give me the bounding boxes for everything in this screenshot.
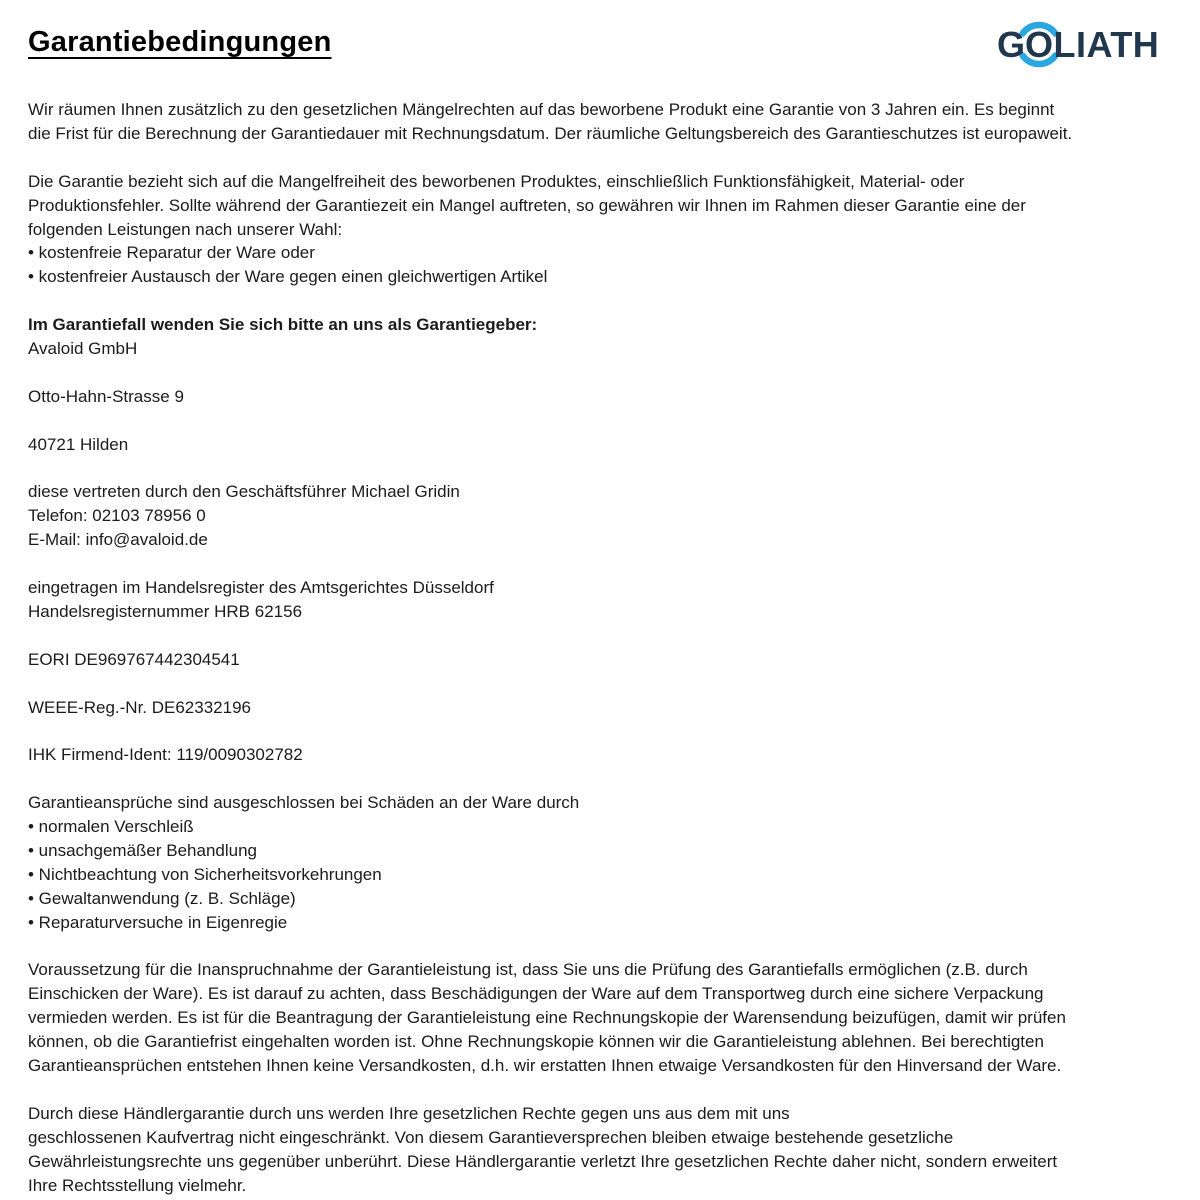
text-line: EORI DE969767442304541 xyxy=(28,649,240,669)
text-line: • kostenfreier Austausch der Ware gegen einen gleichwertigen Artikel xyxy=(28,267,548,287)
legal-rights-note xyxy=(28,1102,1176,1198)
logo-letter-g: G xyxy=(997,24,1026,65)
document-header xyxy=(0,0,1200,74)
text-line: Avaloid GmbH xyxy=(28,339,138,359)
text-line: Otto-Hahn-Strasse 9 xyxy=(28,386,184,406)
commercial-register xyxy=(28,576,1176,624)
text-line: Ihre Rechtsstellung vielmehr. xyxy=(28,1175,247,1195)
text-line: Garantieansprüchen entstehen Ihnen keine Versandkosten, d.h. wir erstatten Ihnen etwaige Versandkosten für den Hinversand der Ware. xyxy=(28,1056,1062,1076)
text-line: • Nichtbeachtung von Sicherheitsvorkehrungen xyxy=(28,864,382,884)
logo-letter-o: O xyxy=(1025,24,1054,65)
text-line: Voraussetzung für die Inanspruchnahme der Garantieleistung ist, dass Sie uns die Prüfung des Garantiefalls ermöglichen (z.B. durch xyxy=(28,960,1028,980)
text-line: Wir räumen Ihnen zusätzlich zu den gesetzlichen Mängelrechten auf das beworbene Produkt eine Garantie von 3 Jahren ein. Es beginnt xyxy=(28,100,1055,119)
text-line: • normalen Verschleiß xyxy=(28,817,194,837)
text-line: • Reparaturversuche in Eigenregie xyxy=(28,912,288,932)
warranty-scope-paragraph xyxy=(28,170,1176,290)
text-line: folgenden Leistungen nach unserer Wahl: xyxy=(28,219,343,239)
text-line: Einschicken der Ware). Es ist darauf zu achten, dass Beschädigungen der Ware auf dem Transportweg durch eine sichere Verpackung xyxy=(28,984,1044,1004)
text-line: können, ob die Garantiefrist eingehalten worden ist. Ohne Rechnungskopie können wir die Garantieleistung ablehnen. Bei berechtigten xyxy=(28,1032,1044,1052)
logo-letters-liath: LIATH xyxy=(1053,24,1160,65)
eori-number xyxy=(28,648,1176,672)
guarantor-section xyxy=(28,313,1176,361)
text-line: vermieden werden. Es ist für die Beantragung der Garantieleistung eine Rechnungskopie der Warensendung beizufügen, damit wir prüfen xyxy=(28,1008,1066,1028)
text-line: Gewährleistungsrechte uns gegenüber unberührt. Diese Händlergarantie verletzt Ihre gesetzlichen Rechte daher nicht, sondern erweitert xyxy=(28,1151,1058,1171)
ihk-ident xyxy=(28,743,1176,767)
text-line: Durch diese Händlergarantie durch uns werden Ihre gesetzlichen Rechte gegen uns aus dem mit uns xyxy=(28,1103,790,1123)
text-line: • kostenfreie Reparatur der Ware oder xyxy=(28,243,315,263)
text-line: Handelsregisternummer HRB 62156 xyxy=(28,601,303,621)
weee-number xyxy=(28,696,1176,720)
page-title: Garantiebedingungen xyxy=(28,26,332,58)
text-line: 40721 Hilden xyxy=(28,434,129,454)
text-line: • Gewaltanwendung (z. B. Schläge) xyxy=(28,888,296,908)
address-street xyxy=(28,385,1176,409)
text-line: WEEE-Reg.-Nr. DE62332196 xyxy=(28,697,251,717)
text-line: Garantieansprüche sind ausgeschlossen bei Schäden an der Ware durch xyxy=(28,793,580,813)
text-line: E-Mail: info@avaloid.de xyxy=(28,530,208,550)
representative-contact xyxy=(28,480,1176,552)
document-body xyxy=(0,98,1200,1198)
text-line: geschlossenen Kaufvertrag nicht eingeschränkt. Von diesem Garantieversprechen bleiben etwaige bestehende gesetzliche xyxy=(28,1127,954,1147)
address-city xyxy=(28,433,1176,457)
text-line: • unsachgemäßer Behandlung xyxy=(28,840,257,860)
text-line: Die Garantie bezieht sich auf die Mangelfreiheit des beworbenen Produktes, einschließlich Funktionsfähigkeit, Material- oder xyxy=(28,171,965,191)
text-line: IHK Firmend-Ident: 119/0090302782 xyxy=(28,745,303,765)
warranty-exclusions xyxy=(28,791,1176,934)
warranty-prerequisites xyxy=(28,958,1176,1078)
text-line: eingetragen im Handelsregister des Amtsgerichtes Düsseldorf xyxy=(28,578,494,598)
section-heading: Im Garantiefall wenden Sie sich bitte an uns als Garantiegeber: xyxy=(28,315,538,335)
text-line: die Frist für die Berechnung der Garantiedauer mit Rechnungsdatum. Der räumliche Geltungsbereich des Garantieschutzes ist europaweit. xyxy=(28,123,1073,143)
text-line: Produktionsfehler. Sollte während der Garantiezeit ein Mangel auftreten, so gewähren wir Ihnen im Rahmen dieser Garantie eine der xyxy=(28,195,1026,215)
goliath-logo xyxy=(997,10,1175,74)
intro-paragraph xyxy=(28,98,1176,146)
text-line: Telefon: 02103 78956 0 xyxy=(28,506,206,526)
text-line: diese vertreten durch den Geschäftsführer Michael Gridin xyxy=(28,482,460,502)
